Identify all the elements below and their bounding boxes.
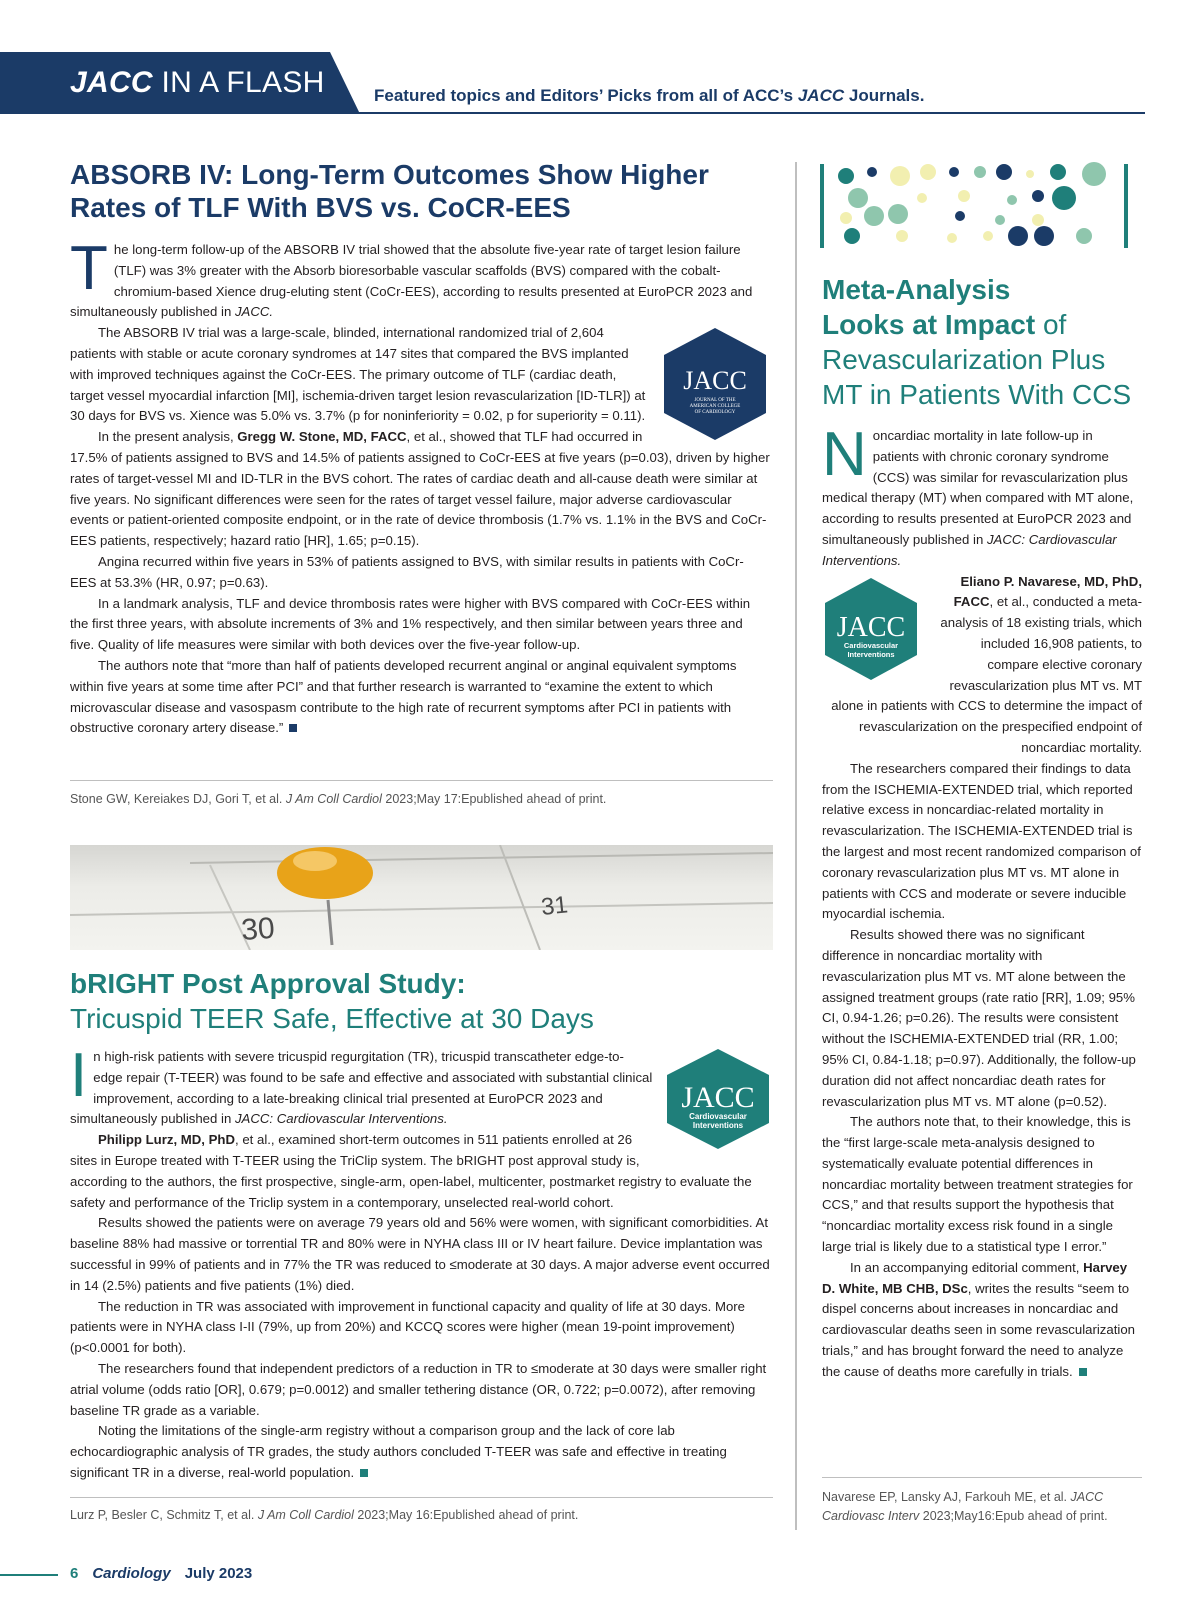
dot — [844, 228, 860, 244]
article1-cite-start: Stone GW, Kereiakes DJ, Gori T, et al. — [70, 792, 286, 806]
article3-p1-journal: JACC: Cardiovascular Interventions. — [822, 531, 1117, 568]
dot — [949, 167, 959, 177]
article2-cite-end: 2023;May 16:Epublished ahead of print. — [353, 1508, 579, 1522]
article1-p3 — [70, 427, 770, 552]
jacc-cvi-logo-small — [822, 576, 920, 682]
article3-dropcap: N — [822, 420, 867, 489]
dot — [838, 168, 854, 184]
article3-title-bold1: Meta-Analysis — [822, 274, 1011, 305]
jacc-cvi-logo-main: JACC — [681, 1081, 755, 1114]
jacc-cvi-small-main: JACC — [836, 611, 906, 643]
header-tagline — [374, 86, 924, 106]
article2-cite-journal: J Am Coll Cardiol — [257, 1508, 354, 1522]
dot — [917, 193, 927, 203]
article2-p1-journal: JACC: Cardiovascular Interventions. — [234, 1111, 448, 1127]
jacc-cvi-logo-sub2: Interventions — [692, 1121, 744, 1130]
article3-cite-start: Navarese EP, Lansky AJ, Farkouh ME, et al. — [822, 1490, 1071, 1504]
article3-p6-rest: , writes the results “seem to dispel concerns about increases in noncardiac and cardiovascular deaths seen in some revascularization trials,” and has brought forward the need to analyze the cause of deaths more carefully in trials. — [822, 1280, 1135, 1379]
jacc-logo-main: JACC — [683, 366, 747, 396]
dot — [867, 167, 877, 177]
article1-cite-end: 2023;May 17:Epublished ahead of print. — [381, 792, 607, 806]
article1-p1-journal: JACC. — [234, 304, 274, 320]
article2-p6 — [70, 1421, 773, 1483]
article3-title-reg3: MT in Patients With CCS — [822, 379, 1132, 410]
end-mark-icon — [289, 724, 297, 732]
dot — [1050, 164, 1066, 180]
article2-p2-author: Philipp Lurz, MD, PhD — [98, 1132, 235, 1148]
footer-page-number: 6 — [70, 1565, 79, 1582]
calendar-line-2 — [70, 903, 773, 915]
article2-p4: The reduction in TR was associated with improvement in functional capacity and quality of life at 30 days. More patients were in NYHA class I-II (79%, up from 20%) and KCCQ scores were higher (mean 19-point improvement) (p<0.0001 for both). — [70, 1298, 746, 1356]
tagline-italic: JACC — [797, 86, 845, 105]
article2-body — [70, 1041, 773, 1484]
dot — [947, 233, 957, 243]
article3-p1 — [822, 420, 1142, 572]
end-mark-icon — [360, 1469, 368, 1477]
article3-title-bold2: Looks at Impact — [822, 309, 1036, 340]
jacc-cvi-small-sub1: Cardiovascular — [843, 640, 899, 650]
article3-p6 — [822, 1258, 1142, 1383]
article3-p6-author: Harvey D. White, MB CHB, DSc — [822, 1259, 1128, 1296]
dot — [1076, 228, 1092, 244]
dots-bar-left — [820, 164, 824, 248]
jacc-cvi-logo-hexagon — [663, 1047, 773, 1151]
article3-cite-rule — [822, 1477, 1142, 1478]
decorative-dots-graphic — [818, 160, 1148, 252]
dot — [1032, 190, 1044, 202]
calendar-line-3 — [500, 845, 540, 950]
dot — [1082, 162, 1106, 186]
jacc-cvi-small-sub2: Interventions — [847, 649, 895, 659]
article3-title-reg1: of — [1035, 309, 1067, 340]
article3-p5: The authors note that, to their knowledge, this is the “first large-scale meta-analysis designed to systematically evaluate potential differences in noncardiac mortality between treatment strategies for CCS,” and that results support the hypothesis that “noncardiac mortality excess risk found in a single large trial is likely due to a statistical type I error.” — [822, 1114, 1133, 1255]
dot — [1052, 186, 1076, 210]
article1-cite-rule — [70, 780, 773, 781]
brand-title — [70, 66, 325, 100]
article2-cite-rule — [70, 1497, 773, 1498]
article3-p3: The researchers compared their findings to data from the ISCHEMIA-EXTENDED trial, which reported relative excess in noncardiac-related mortality in revascularization. The ISCHEMIA-EXTENDED trial is the largest and most recent randomized comparison of coronary revascularization plus MT vs. MT alone in patients with CCS and moderate or severe inducible myocardial ischemia. — [822, 760, 1141, 922]
column-divider — [795, 162, 797, 1530]
calendar-line-1 — [190, 853, 773, 863]
article1-p3-start: In the present analysis, — [98, 429, 238, 445]
article2-citation — [70, 1508, 578, 1522]
article1-p2: The ABSORB IV trial was a large-scale, blinded, international randomized trial of 2,604 patients with stable or acute coronary syndromes at 147 sites that compared the BVS implanted with improved techniques against the CoCr-EES. The primary outcome of TLF (cardiac death, target vessel myocardial infarction [MI], ischemia-driven target lesion revascularization [ID-TLR]) at 30 days for BVS vs. Xience was 5.0% vs. 3.7% (p for noninferiority = 0.02, p for superiority = 0.11). — [70, 325, 646, 424]
article1-p1 — [70, 234, 770, 323]
dot — [1007, 195, 1017, 205]
dot — [840, 212, 852, 224]
article1-dropcap: T — [70, 234, 108, 303]
dot — [890, 166, 910, 186]
tagline-start: Featured topics and Editors’ Picks from all of ACC’s — [374, 86, 798, 105]
dot — [1032, 214, 1044, 226]
calendar-photo — [70, 845, 773, 950]
end-mark-icon — [1079, 1368, 1087, 1376]
header-rule — [0, 112, 1145, 114]
dot — [896, 230, 908, 242]
jacc-logo-sub3: OF CARDIOLOGY — [694, 410, 736, 416]
footer-publication: Cardiology — [92, 1565, 171, 1582]
article3-citation — [822, 1488, 1152, 1526]
article1-p6-text: The authors note that “more than half of patients developed recurrent anginal or anginal equivalent symptoms within five years at some time after PCI” and that further research is warranted to “examine the extent to which microvascular disease and vasospasm contribute to the high rate of recurrent symptoms after PCI in patients with obstructive coronary artery disease.” — [70, 657, 737, 736]
jacc-logo-hexagon — [660, 325, 770, 443]
dot — [974, 166, 986, 178]
dot — [1008, 226, 1028, 246]
dot — [958, 190, 970, 202]
push-pin-needle — [328, 900, 332, 945]
footer — [70, 1565, 252, 1582]
article3-p2-rest: , et al., conducted a meta-analysis of 18 existing trials, which included 16,908 patients, to compare elective coronary revascularization plus MT vs. MT alone in patients with CCS to determine the impact of revascularization on the prespecified endpoint of noncardiac mortality. — [831, 594, 1142, 755]
article3-p6-start: In an accompanying editorial comment, — [850, 1259, 1084, 1275]
article3-cite-end: 2023;May16:Epub ahead of print. — [919, 1509, 1108, 1523]
calendar-day-30: 30 — [240, 911, 276, 947]
dot — [983, 231, 993, 241]
article2-p1-text: n high-risk patients with severe tricuspid regurgitation (TR), tricuspid transcatheter edge-to-edge repair (T-TEER) was found to be safe and effective and associated with substantial clinical improvement, according to a late-breaking clinical trial presented at EuroPCR 2023 and simultaneously published in — [70, 1049, 653, 1127]
article3-p1-text: oncardiac mortality in late follow-up in patients with chronic coronary syndrome (CCS) was similar for revascularization plus medical therapy (MT) when compared with MT alone, according to results presented at EuroPCR 2023 and simultaneously published in — [822, 428, 1134, 547]
brand-bold: JACC — [70, 66, 153, 99]
dot — [888, 204, 908, 224]
jacc-logo-sub2: AMERICAN COLLEGE — [689, 404, 741, 410]
dot — [864, 206, 884, 226]
article3-title — [822, 272, 1162, 412]
article1-p3-author: Gregg W. Stone, MD, FACC — [237, 429, 407, 445]
dot — [996, 164, 1012, 180]
article2-p5: The researchers found that independent predictors of a reduction in TR to ≤moderate at 30 days were smaller right atrial volume (odds ratio [OR], 0.679; p=0.0012) and smaller tethering distance (OR, 0.722; p=0.0072), after removing baseline TR grade as a variable. — [70, 1360, 767, 1418]
article1-p3-rest: , et al., showed that TLF had occurred in 17.5% of patients assigned to BVS and 14.5% of patients assigned to CoCr-EES at five years (p=0.03), driven by higher rates of target-vessel MI and ID-TLR in the BVS cohort. The rates of cardiac death and all-cause death were similar at five years. No significant differences were seen for the rates of target vessel failure, major adverse cardiovascular events or patient-oriented composite endpoint, or in the rate of device thrombosis (1.7% vs. 1.1% in the BVS and CoCr-EES patients, respectively; hazard ratio [HR], 1.65; p=0.15). — [70, 429, 770, 549]
tagline-end: Journals. — [844, 86, 925, 105]
dot — [848, 188, 868, 208]
article1-p1-text: he long-term follow-up of the ABSORB IV trial showed that the absolute five-year rate of target lesion failure (TLF) was 3% greater with the Absorb bioresorbable vascular scaffolds (BVS) compared with the cobalt-chromium-based Xience drug-eluting stent (CoCr-EES), according to results presented at EuroPCR 2023 and simultaneously published in — [70, 242, 753, 320]
article1-p4: Angina recurred within five years in 53% of patients assigned to BVS, with similar results in patients with CoCr-EES at 53.3% (HR, 0.97; p=0.63). — [70, 553, 744, 590]
article2-cite-start: Lurz P, Besler C, Schmitz T, et al. — [70, 1508, 258, 1522]
dot — [1034, 226, 1054, 246]
jacc-cvi-logo-sub1: Cardiovascular — [689, 1112, 747, 1121]
brand-rest: IN A FLASH — [152, 66, 325, 99]
dots-bar-right — [1124, 164, 1128, 248]
article3-p2-author: Eliano P. Navarese, MD, PhD, FACC — [953, 573, 1142, 610]
article1-cite-journal: J Am Coll Cardiol — [285, 792, 382, 806]
article2-dropcap: I — [70, 1041, 88, 1110]
article2-title-line1: bRIGHT Post Approval Study: — [70, 968, 466, 999]
article1-p5: In a landmark analysis, TLF and device thrombosis rates were higher with BVS compared with CoCr-EES within the first three years, with absolute increments of 3% and 1% respectively, and then similar between years three and five. Quality of life measures were similar with both devices over the five-year follow-up. — [70, 595, 751, 653]
article3-cite-journal: JACC Cardiovasc Interv — [822, 1490, 1104, 1523]
article2-p3: Results showed the patients were on average 79 years old and 56% were women, with significant comorbidities. At baseline 88% had massive or torrential TR and 80% were in NYHA class III or IV heart failure. Device implantation was successful in 99% of patients and in 77% the TR was reduced to ≤moderate at 30 days. A major adverse event occurred in 14 (2.5%) patients and five patients (1%) died. — [70, 1215, 770, 1293]
article2-title-line2: Tricuspid TEER Safe, Effective at 30 Days — [70, 1003, 594, 1034]
article3-p4: Results showed there was no significant difference in noncardiac mortality with revascularization plus MT vs. MT alone between the assigned treatment groups (rate ratio [RR], 1.09; 95% CI, 0.94-1.26; p=0.26). The results were consistent without the ISCHEMIA-EXTENDED trial (RR, 1.00; 95% CI, 0.84-1.18; p=0.97). Additionally, the follow-up duration did not affect noncardiac death rates for revascularization plus MT vs. MT alone (p=0.52). — [822, 927, 1136, 1109]
dot — [955, 211, 965, 221]
article3-title-reg2: Revascularization Plus — [822, 344, 1106, 375]
article1-citation — [70, 792, 606, 806]
push-pin-highlight — [293, 851, 337, 871]
calendar-illustration — [70, 845, 773, 950]
calendar-day-31: 31 — [539, 891, 570, 921]
article1-p6 — [70, 656, 770, 739]
dot — [920, 164, 936, 180]
dot — [995, 215, 1005, 225]
article2-p6-text: Noting the limitations of the single-arm registry without a comparison group and the lack of core lab echocardiographic analysis of TR grades, the study authors concluded T-TEER was safe and effective in treating significant TR in a diverse, real-world population. — [70, 1423, 727, 1480]
article3-body — [822, 420, 1142, 1383]
jacc-logo-sub1: JOURNAL OF THE — [694, 398, 736, 404]
footer-date: July 2023 — [184, 1565, 253, 1582]
dot — [1026, 170, 1034, 178]
footer-line — [0, 1574, 58, 1576]
article2-p2-rest: , et al., examined short-term outcomes in 511 patients enrolled at 26 sites in Europe treated with T-TEER using the TriClip system. The bRIGHT post approval study is, according to the authors, the first prospective, single-arm, open-label, multicenter, postmarket registry to evaluate the safety and performance of the Triclip system in a contemporary, unselected real-world cohort. — [70, 1132, 752, 1210]
article1-title: ABSORB IV: Long-Term Outcomes Show Higher Rates of TLF With BVS vs. CoCR-EES — [70, 159, 709, 223]
article1-body — [70, 234, 770, 739]
